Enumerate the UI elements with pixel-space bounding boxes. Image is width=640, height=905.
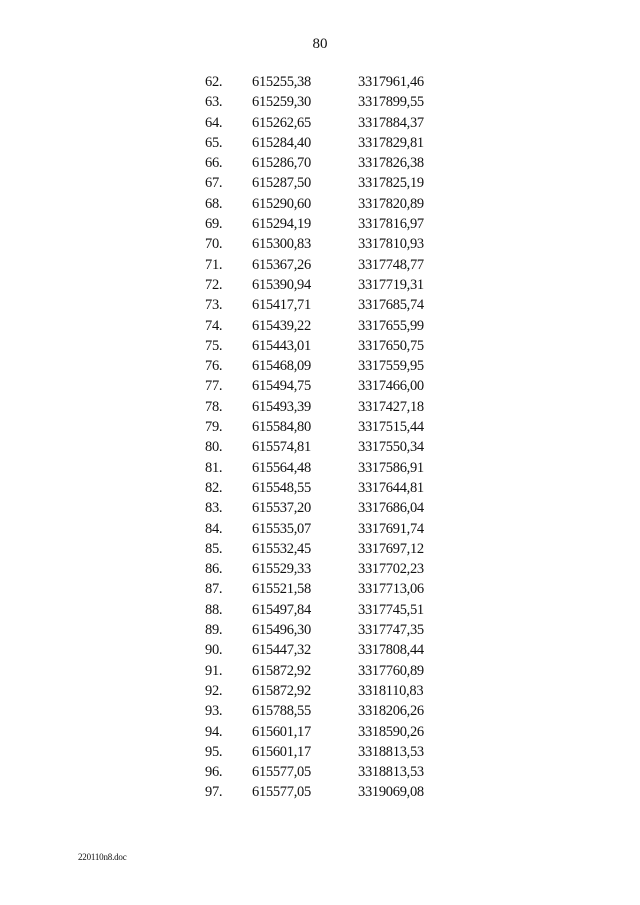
table-row (0, 376, 640, 396)
point-number: 90. (205, 642, 223, 659)
table-row (0, 397, 640, 417)
point-number: 68. (205, 195, 223, 212)
point-number: 96. (205, 764, 223, 781)
table-row (0, 214, 640, 234)
point-number: 85. (205, 540, 223, 557)
coordinate-x: 615564,48 (252, 459, 311, 476)
point-number: 62. (205, 74, 223, 90)
table-row (0, 295, 640, 315)
point-number: 79. (205, 419, 223, 436)
coordinate-y: 3317697,12 (358, 540, 424, 557)
coordinate-x: 615574,81 (252, 439, 311, 456)
table-row (0, 133, 640, 153)
coordinate-x: 615417,71 (252, 297, 311, 314)
coordinate-y: 3317748,77 (358, 256, 424, 273)
coordinate-y: 3319069,08 (358, 784, 424, 801)
point-number: 66. (205, 155, 223, 172)
coordinate-y: 3317825,19 (358, 175, 424, 192)
coordinate-x: 615548,55 (252, 479, 311, 496)
table-row (0, 437, 640, 457)
table-row (0, 72, 640, 92)
coordinate-x: 615468,09 (252, 358, 311, 375)
coordinate-x: 615294,19 (252, 216, 311, 233)
coordinate-x: 615521,58 (252, 581, 311, 598)
coordinate-x: 615872,92 (252, 682, 311, 699)
table-row (0, 722, 640, 742)
coordinate-x: 615872,92 (252, 662, 311, 679)
point-number: 81. (205, 459, 223, 476)
coordinate-y: 3317760,89 (358, 662, 424, 679)
coordinate-y: 3317650,75 (358, 337, 424, 354)
coordinate-y: 3317884,37 (358, 114, 424, 131)
point-number: 89. (205, 622, 223, 639)
table-row (0, 417, 640, 437)
coordinate-x: 615532,45 (252, 540, 311, 557)
coordinate-y: 3318813,53 (358, 764, 424, 781)
coordinate-x: 615367,26 (252, 256, 311, 273)
table-row (0, 681, 640, 701)
table-row (0, 661, 640, 681)
coordinate-x: 615577,05 (252, 784, 311, 801)
page-number: 80 (312, 36, 328, 52)
point-number: 94. (205, 723, 223, 740)
point-number: 73. (205, 297, 223, 314)
point-number: 67. (205, 175, 223, 192)
table-row (0, 742, 640, 762)
table-row (0, 762, 640, 782)
coordinate-x: 615439,22 (252, 317, 311, 334)
table-row (0, 336, 640, 356)
point-number: 83. (205, 500, 223, 517)
point-number: 63. (205, 94, 223, 111)
table-row (0, 173, 640, 193)
point-number: 82. (205, 479, 223, 496)
coordinate-y: 3317655,99 (358, 317, 424, 334)
point-number: 75. (205, 337, 223, 354)
table-row (0, 539, 640, 559)
coordinate-x: 615300,83 (252, 236, 311, 253)
coordinate-x: 615390,94 (252, 276, 311, 293)
coordinate-x: 615601,17 (252, 743, 311, 760)
coordinate-y: 3317550,34 (358, 439, 424, 456)
coordinate-y: 3318206,26 (358, 703, 424, 720)
point-number: 78. (205, 398, 223, 415)
coordinate-y: 3317745,51 (358, 601, 424, 618)
table-row (0, 640, 640, 660)
coordinate-y: 3317899,55 (358, 94, 424, 111)
table-row (0, 113, 640, 133)
coordinate-y: 3317559,95 (358, 358, 424, 375)
point-number: 91. (205, 662, 223, 679)
coordinate-x: 615443,01 (252, 337, 311, 354)
coordinate-y: 3317686,04 (358, 500, 424, 517)
point-number: 71. (205, 256, 223, 273)
point-number: 86. (205, 561, 223, 578)
coordinate-y: 3318590,26 (358, 723, 424, 740)
coordinate-x: 615601,17 (252, 723, 311, 740)
coordinate-y: 3317691,74 (358, 520, 424, 537)
point-number: 72. (205, 276, 223, 293)
coordinate-y: 3317810,93 (358, 236, 424, 253)
coordinate-y: 3317702,23 (358, 561, 424, 578)
point-number: 76. (205, 358, 223, 375)
footer-filename: 220110n8.doc (78, 852, 127, 862)
table-row (0, 234, 640, 254)
table-row (0, 194, 640, 214)
table-row (0, 356, 640, 376)
coordinate-y: 3317713,06 (358, 581, 424, 598)
point-number: 80. (205, 439, 223, 456)
coordinate-x: 615494,75 (252, 378, 311, 395)
table-row (0, 559, 640, 579)
table-row (0, 478, 640, 498)
table-row (0, 316, 640, 336)
table-row (0, 579, 640, 599)
coordinate-y: 3317826,38 (358, 155, 424, 172)
point-number: 92. (205, 682, 223, 699)
coordinate-table (0, 72, 640, 803)
coordinate-x: 615493,39 (252, 398, 311, 415)
coordinate-x: 615496,30 (252, 622, 311, 639)
point-number: 95. (205, 743, 223, 760)
point-number: 97. (205, 784, 223, 801)
coordinate-x: 615286,70 (252, 155, 311, 172)
coordinate-x: 615788,55 (252, 703, 311, 720)
coordinate-y: 3317685,74 (358, 297, 424, 314)
coordinate-y: 3317427,18 (358, 398, 424, 415)
coordinate-x: 615529,33 (252, 561, 311, 578)
coordinate-y: 3317466,00 (358, 378, 424, 395)
coordinate-x: 615447,32 (252, 642, 311, 659)
table-row (0, 275, 640, 295)
coordinate-y: 3317644,81 (358, 479, 424, 496)
point-number: 74. (205, 317, 223, 334)
point-number: 70. (205, 236, 223, 253)
coordinate-y: 3317816,97 (358, 216, 424, 233)
point-number: 84. (205, 520, 223, 537)
table-row (0, 498, 640, 518)
coordinate-y: 3317719,31 (358, 276, 424, 293)
coordinate-x: 615262,65 (252, 114, 311, 131)
coordinate-x: 615584,80 (252, 419, 311, 436)
table-row (0, 782, 640, 802)
point-number: 69. (205, 216, 223, 233)
coordinate-x: 615259,30 (252, 94, 311, 111)
coordinate-y: 3318813,53 (358, 743, 424, 760)
point-number: 87. (205, 581, 223, 598)
coordinate-x: 615287,50 (252, 175, 311, 192)
coordinate-y: 3317961,46 (358, 74, 424, 90)
table-row (0, 92, 640, 112)
point-number: 64. (205, 114, 223, 131)
point-number: 93. (205, 703, 223, 720)
table-row (0, 153, 640, 173)
table-row (0, 701, 640, 721)
coordinate-y: 3317808,44 (358, 642, 424, 659)
coordinate-y: 3317820,89 (358, 195, 424, 212)
coordinate-x: 615255,38 (252, 74, 311, 90)
coordinate-x: 615290,60 (252, 195, 311, 212)
coordinate-x: 615577,05 (252, 764, 311, 781)
table-row (0, 519, 640, 539)
table-row (0, 600, 640, 620)
coordinate-x: 615497,84 (252, 601, 311, 618)
coordinate-x: 615284,40 (252, 134, 311, 151)
table-row (0, 255, 640, 275)
coordinate-x: 615537,20 (252, 500, 311, 517)
coordinate-y: 3317829,81 (358, 134, 424, 151)
point-number: 88. (205, 601, 223, 618)
coordinate-y: 3318110,83 (358, 682, 424, 699)
point-number: 77. (205, 378, 223, 395)
coordinate-y: 3317747,35 (358, 622, 424, 639)
point-number: 65. (205, 134, 223, 151)
coordinate-y: 3317515,44 (358, 419, 424, 436)
table-row (0, 458, 640, 478)
coordinate-x: 615535,07 (252, 520, 311, 537)
coordinate-y: 3317586,91 (358, 459, 424, 476)
table-row (0, 620, 640, 640)
